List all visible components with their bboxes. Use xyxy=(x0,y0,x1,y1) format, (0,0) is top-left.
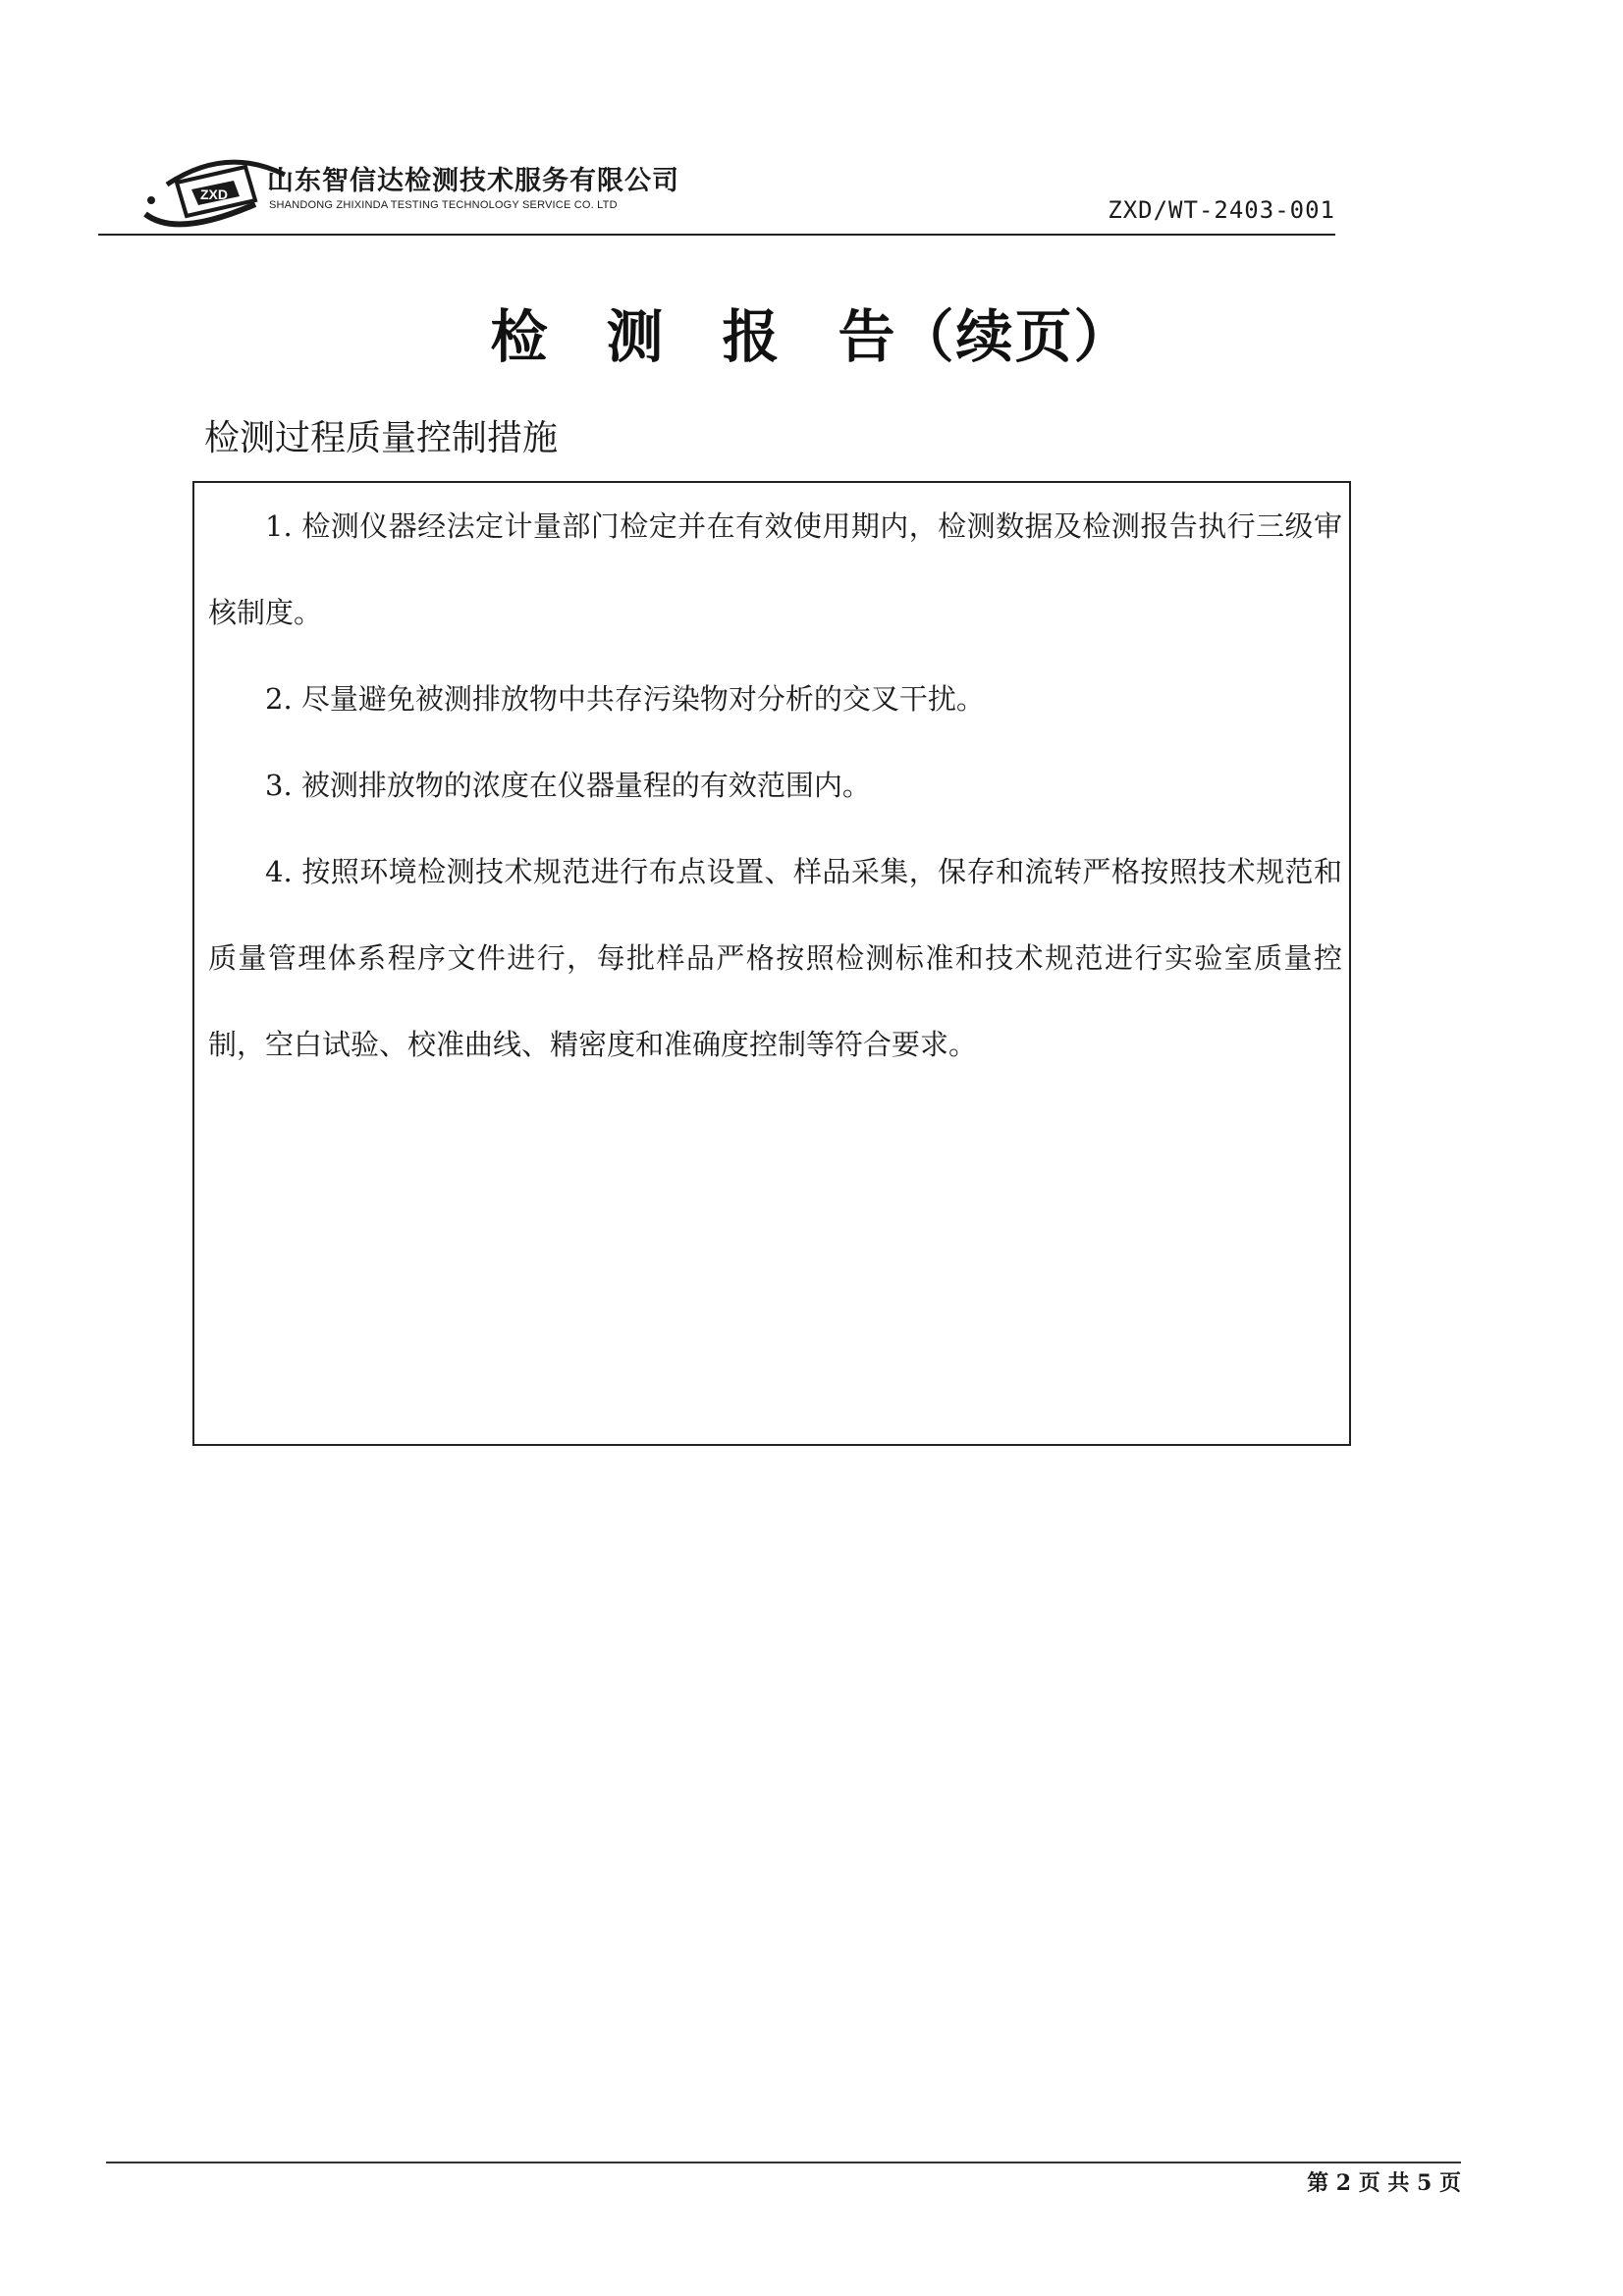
paragraph-1-text: 1. 检测仪器经法定计量部门检定并在有效使用期内，检测数据及检测报告执行三级审核制度。 xyxy=(208,509,1342,629)
paragraph-2 xyxy=(208,656,1342,742)
logo-text: ZXD xyxy=(200,187,228,202)
paragraph-3-text: 3. 被测排放物的浓度在仪器量程的有效范围内。 xyxy=(265,769,871,802)
title-char-4: 告（续页） xyxy=(838,303,1133,370)
footer-divider xyxy=(106,2162,1461,2163)
paragraph-4-text: 4. 按照环境检测技术规范进行布点设置、样品采集，保存和流转严格按照技术规范和质量管理体系程序文件进行，每批样品严格按照检测标准和技术规范进行实验室质量控制，空白试验、校准曲线、精密度和准确度控制等符合要求。 xyxy=(208,855,1342,1061)
company-name-en: SHANDONG ZHIXINDA TESTING TECHNOLOGY SERVICE CO. LTD xyxy=(269,199,618,211)
paragraph-4 xyxy=(208,828,1342,1088)
header-divider xyxy=(98,234,1335,236)
paragraph-1 xyxy=(208,483,1342,656)
title-char-2: 测 xyxy=(606,303,666,370)
title-char-3: 报 xyxy=(722,303,782,370)
paragraph-3 xyxy=(208,742,1342,828)
page-title xyxy=(0,291,1623,373)
document-header xyxy=(98,137,1335,245)
content-box xyxy=(192,481,1351,1446)
section-heading: 检测过程质量控制措施 xyxy=(204,418,559,458)
page-number: 第 2 页 共 5 页 xyxy=(1307,2170,1461,2196)
company-name-cn: 山东智信达检测技术服务有限公司 xyxy=(267,166,679,196)
paragraph-2-text: 2. 尽量避免被测排放物中共存污染物对分析的交叉干扰。 xyxy=(265,682,985,716)
report-number: ZXD/WT-2403-001 xyxy=(1108,196,1335,224)
title-char-1: 检 xyxy=(490,303,550,370)
